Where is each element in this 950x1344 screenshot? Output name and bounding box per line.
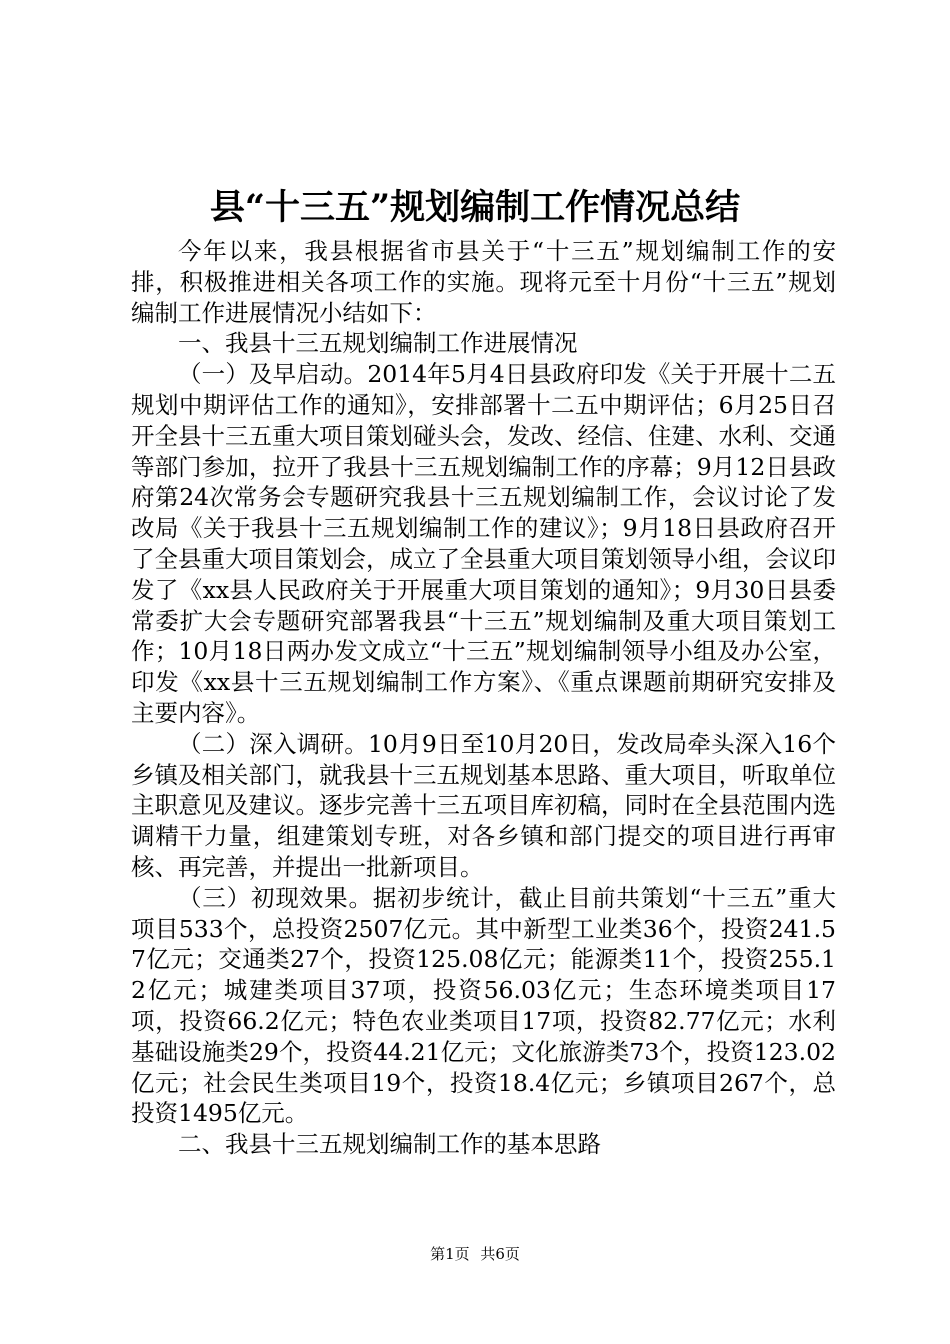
section-heading-1: 一、我县十三五规划编制工作进展情况 xyxy=(178,329,578,358)
total-pages: 共6页 xyxy=(480,1245,520,1263)
section-heading-2: 二、我县十三五规划编制工作的基本思路 xyxy=(178,1130,601,1159)
paragraph-early-start: （一）及早启动。2014年5月4日县政府印发《关于开展十二五规划中期评估工作的通知》，安排部署十二五中期评估；6月25日召开全县十三五重大项目策划碰头会，发改、经信、住建、水利、交通等部门参加，拉开了我县十三五规划编制工作的序幕；9月12日县政府第24次常务会专题研究我县十三五规划编制工作，会议讨论了发改局《关于我县十三五规划编制工作的建议》；9月18日县政府召开了全县重大项目策划会，成立了全县重大项目策划领导小组，会议印发了《xx县人民政府关于开展重大项目策划的通知》；9月30日县委常委扩大会专题研究部署我县“十三五”规划编制及重大项目策划工作；10月18日两办发文成立“十三五”规划编制领导小组及办公室，印发《xx县十三五规划编制工作方案》、《重点课题前期研究安排及主要内容》。 xyxy=(131,360,836,727)
intro-paragraph: 今年以来，我县根据省市县关于“十三五”规划编制工作的安排，积极推进相关各项工作的实施。现将元至十月份“十三五”规划编制工作进展情况小结如下： xyxy=(131,237,836,327)
page-number: 第1页 xyxy=(430,1245,470,1263)
paragraph-results: （三）初现效果。据初步统计，截止目前共策划“十三五”重大项目533个，总投资2507亿元。其中新型工业类36个，投资241.57亿元；交通类27个，投资125.08亿元；能源类11个，投资255.12亿元；城建类项目37项，投资56.03亿元；生态环境类项目17项，投资66.2亿元；特色农业类项目17项，投资82.77亿元；水利基础设施类29个，投资44.21亿元；文化旅游类73个，投资123.02亿元；社会民生类项目19个，投资18.4亿元；乡镇项目267个，总投资1495亿元。 xyxy=(131,883,836,1128)
page-footer xyxy=(0,1244,950,1264)
paragraph-research: （二）深入调研。10月9日至10月20日，发改局牵头深入16个乡镇及相关部门，就我县十三五规划基本思路、重大项目，听取单位主职意见及建议。逐步完善十三五项目库初稿，同时在全县范围内选调精干力量，组建策划专班，对各乡镇和部门提交的项目进行再审核、再完善，并提出一批新项目。 xyxy=(131,729,836,881)
document-title: 县“十三五”规划编制工作情况总结 xyxy=(209,187,741,228)
document-body xyxy=(131,236,836,1160)
